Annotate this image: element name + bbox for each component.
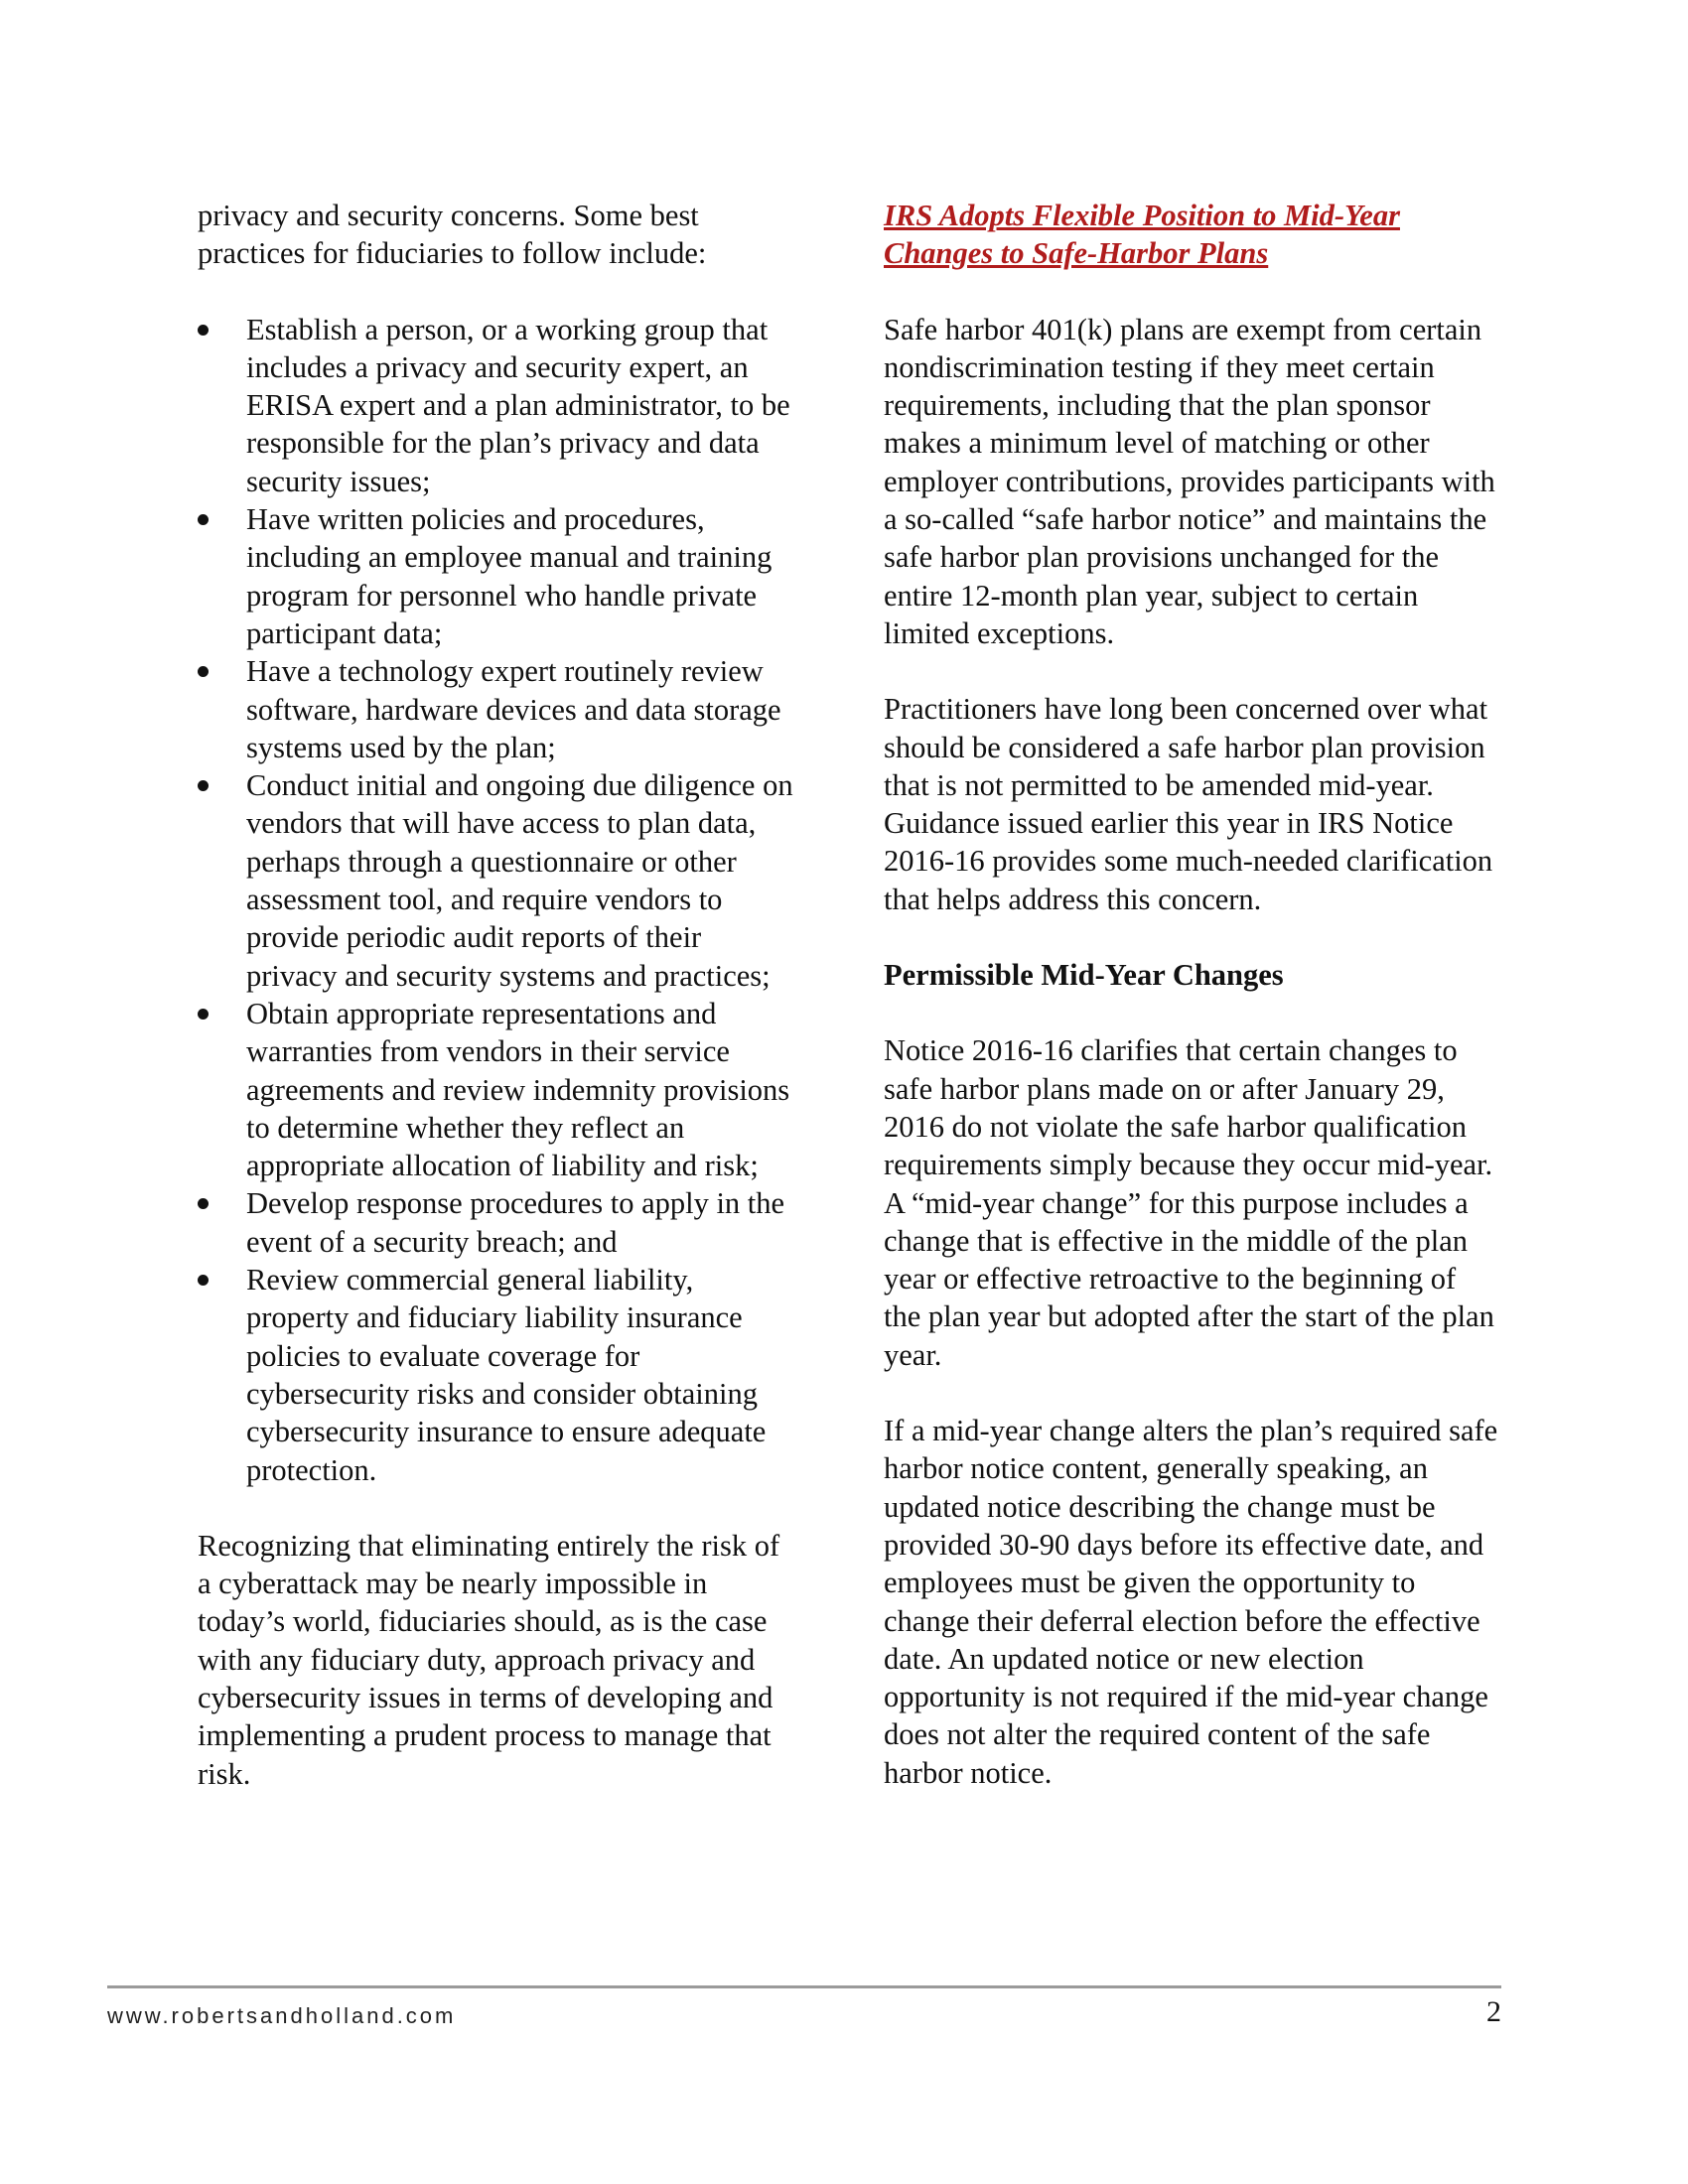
closing-paragraph: Recognizing that eliminating entirely the risk of a cyberattack may be nearly impossible in today’s world, fiduciaries should, as is the case with any fiduciary duty, approach privacy and cybersecurity issues in terms of developing and implementing a prudent process to manage that risk. [198, 1528, 780, 1791]
list-item: Establish a person, or a working group that includes a privacy and security expert, an ERISA expert and a plan administrator, to be responsible for the plan’s privacy and data security issues; [198, 311, 793, 500]
list-item: Have written policies and procedures, including an employee manual and training program for personnel who handle private participant data; [198, 500, 793, 652]
list-item: Conduct initial and ongoing due diligence on vendors that will have access to plan data, perhaps through a questionnaire or other assessment tool, and require vendors to provide periodic audit reports of their privacy and security systems and practices; [198, 766, 793, 995]
page-number: 2 [1486, 1995, 1501, 2028]
body-paragraph: Safe harbor 401(k) plans are exempt from certain nondiscrimination testing if they meet certain requirements, including that the plan sponsor makes a minimum level of matching or other employer contributions, provides participants with a so-called “safe harbor notice” and maintains the safe harbor plan provisions unchanged for the entire 12-month plan year, subject to certain limited exceptions. [884, 312, 1495, 650]
body-paragraph: Notice 2016-16 clarifies that certain changes to safe harbor plans made on or after January 29, 2016 do not violate the safe harbor qualification requirements simply because they occur mid-year. A “mid-year change” for this purpose includes a change that is effective in the middle of the plan year or effective retroactive to the beginning of the plan year but adopted after the start of the plan year. [884, 1033, 1494, 1372]
footer-divider [107, 1985, 1501, 1988]
list-item: Develop response procedures to apply in the event of a security breach; and [198, 1184, 793, 1261]
section-subheading: Permissible Mid-Year Changes [884, 958, 1284, 993]
body-paragraph: If a mid-year change alters the plan’s required safe harbor notice content, generally speaking, an updated notice describing the change must be provided 30-90 days before its effective date, and employees must be given the opportunity to change their deferral election before the effective date. An updated notice or new election opportunity is not required if the mid-year change does not alter the required content of the safe harbor notice. [884, 1414, 1498, 1790]
list-item: Obtain appropriate representations and warranties from vendors in their service agreements and review indemnity provisions to determine whether they reflect an appropriate allocation of liability and risk; [198, 995, 793, 1184]
body-paragraph: Practitioners have long been concerned over what should be considered a safe harbor plan provision that is not permitted to be amended mid-year. Guidance issued earlier this year in IRS Notice 2016-16 provides some much-needed clarification that helps address this concern. [884, 692, 1493, 916]
intro-paragraph: privacy and security concerns. Some best practices for fiduciaries to follow include: [198, 199, 707, 271]
list-item: Review commercial general liability, property and fiduciary liability insurance policies to evaluate coverage for cybersecurity risks and consider obtaining cybersecurity insurance to ensure adequate protection. [198, 1261, 793, 1489]
best-practices-list [198, 311, 793, 1489]
left-column [198, 197, 793, 1793]
article-headline: IRS Adopts Flexible Position to Mid-Year Changes to Safe-Harbor Plans [884, 199, 1400, 271]
right-column [884, 197, 1499, 1792]
footer-url: www.robertsandholland.com [107, 2003, 457, 2028]
list-item: Have a technology expert routinely review software, hardware devices and data storage systems used by the plan; [198, 652, 793, 766]
